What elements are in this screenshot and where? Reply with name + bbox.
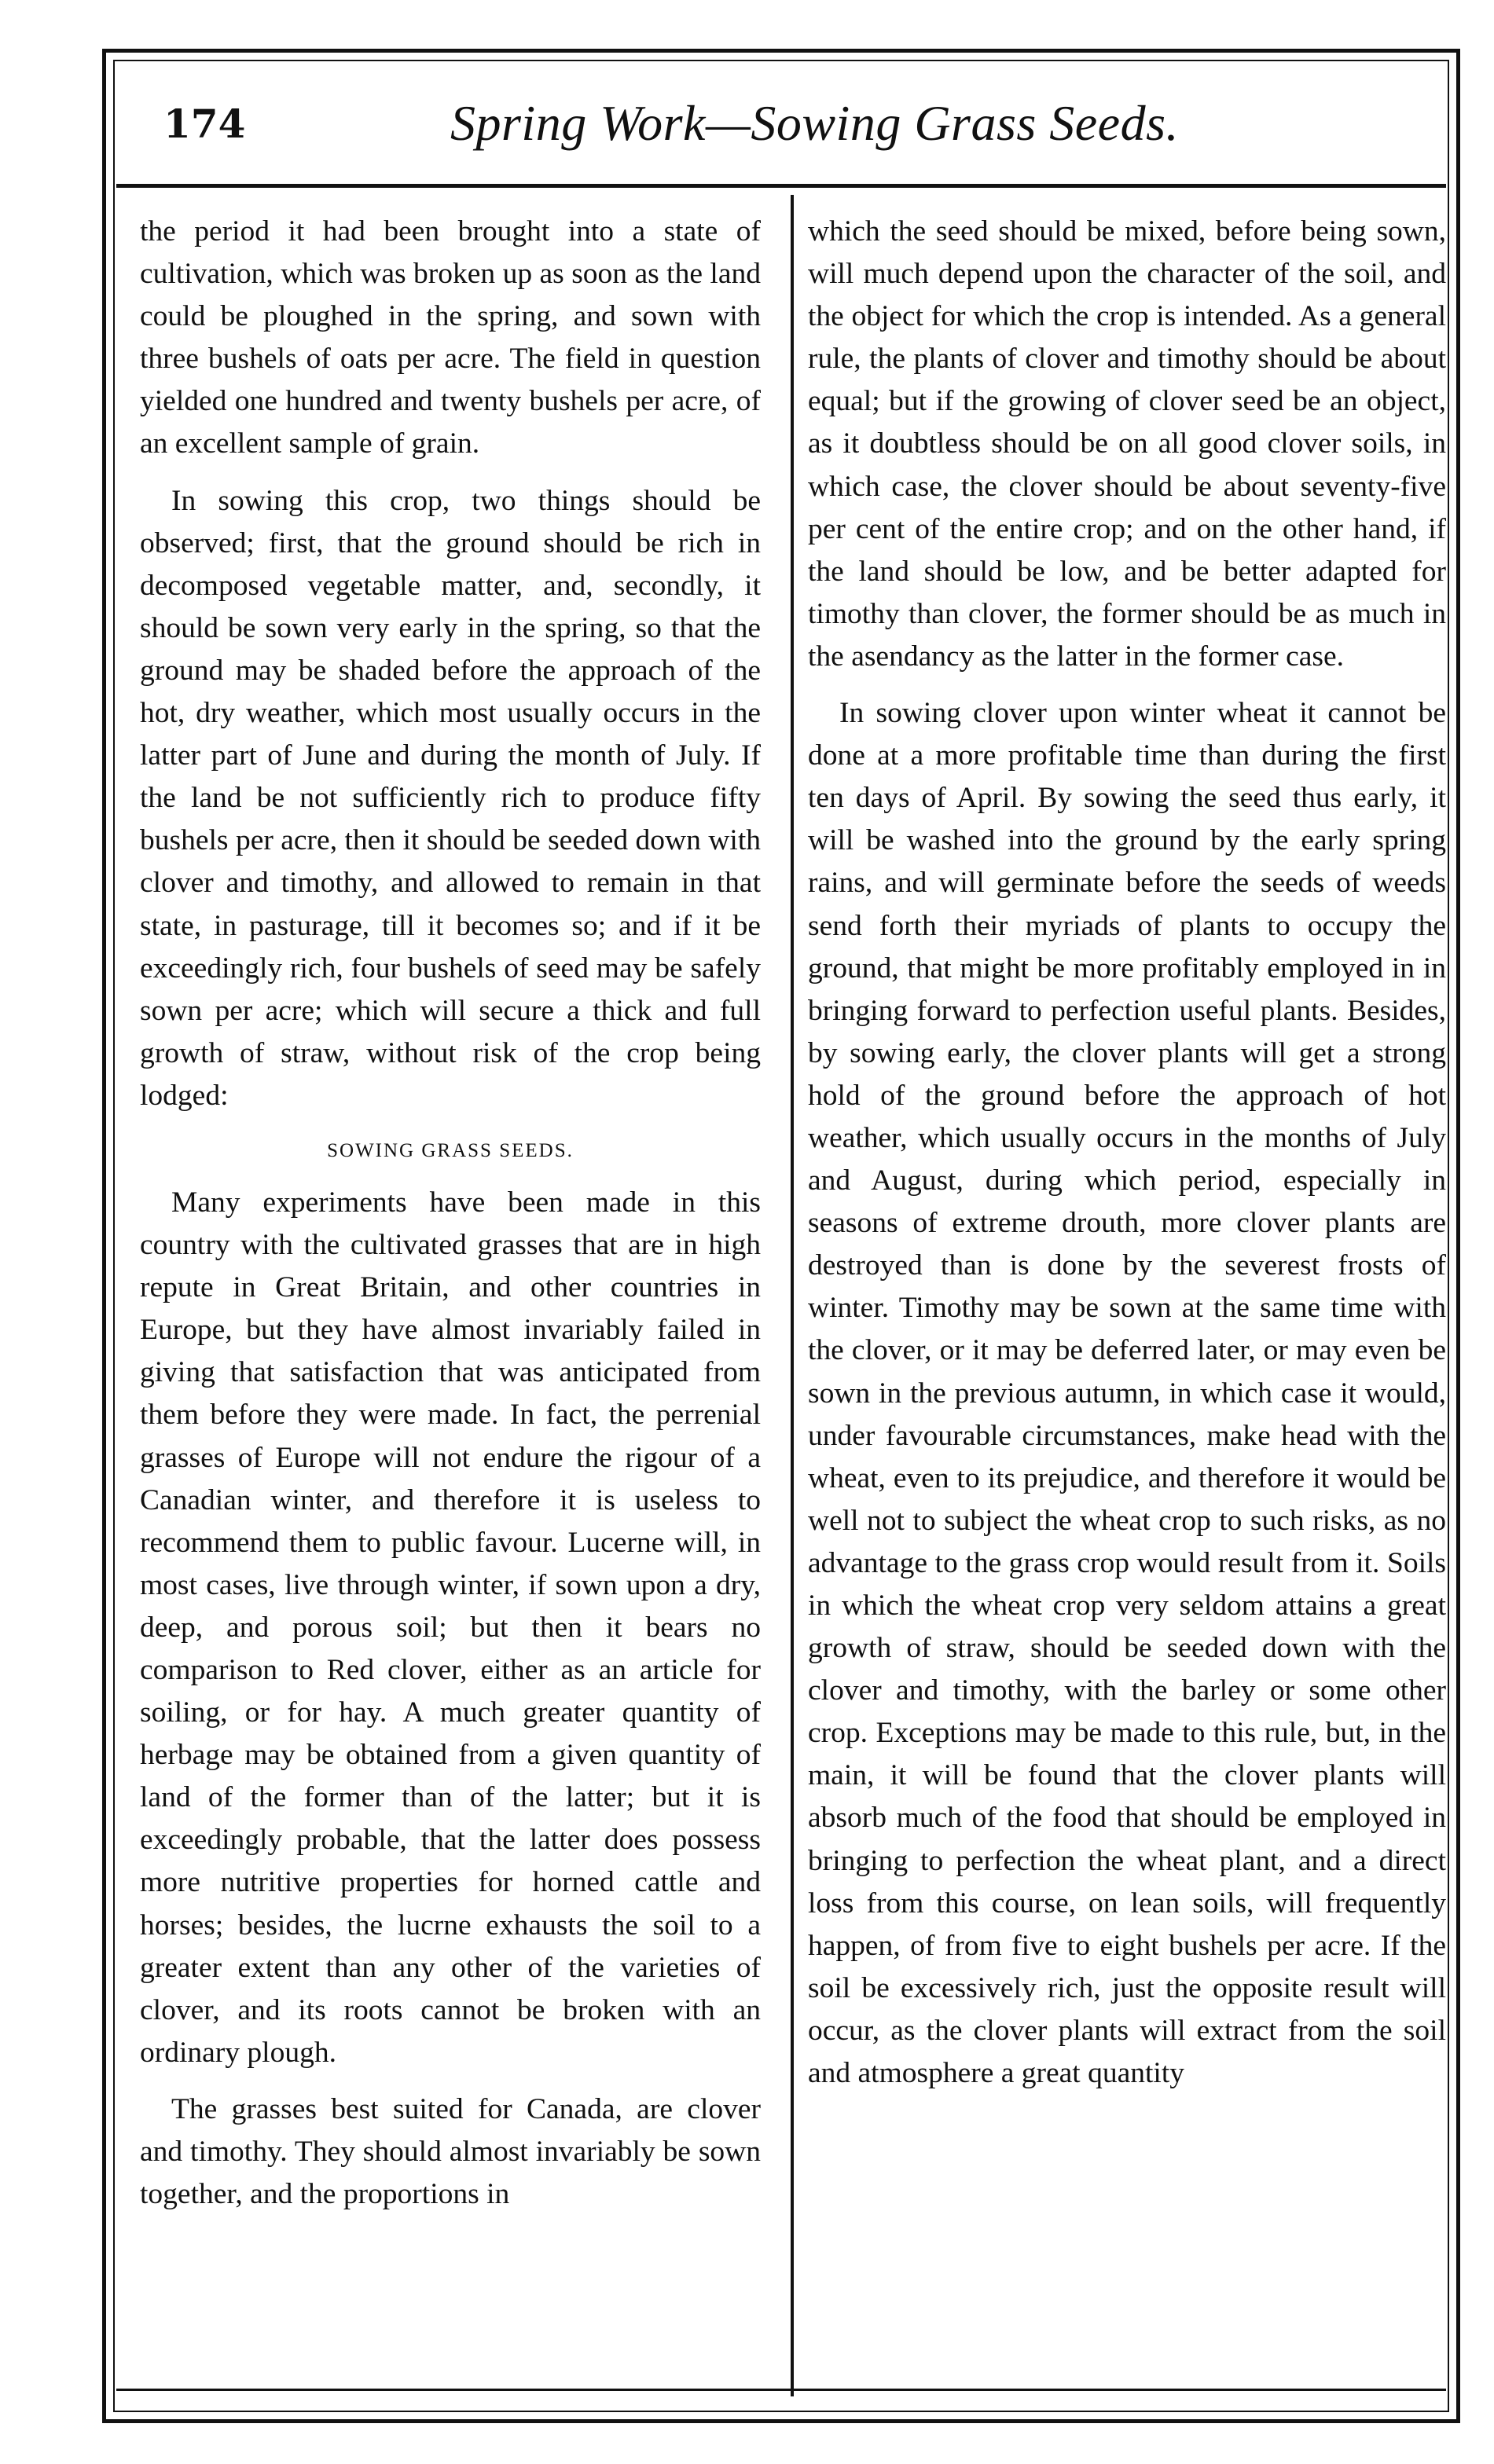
page-number: 174 <box>163 101 246 147</box>
right-paragraph-1: which the seed should be mixed, before being sown, will much depend upon the character of the soil, and the object for which the crop is intended. As a general rule, the plants of clover and timothy should be about equal; but if the growing of clover seed be an object, as it doubtless should be on all good clover soils, in which case, the clover should be about seventy-five per cent of the entire crop; and on the other hand, if the land should be low, and be better adapted for timothy than clover, the former should be as much in the asendancy as the latter in the former case. <box>808 215 1446 673</box>
left-paragraph-3: Many experiments have been made in this country with the cultivated grasses that are in high repute in Great Britain, and other countries in Europe, but they have almost invariably failed in giving that satisfaction that was anticipated from them before they were made. In fact, the perrenial grasses of Europe will not endure the rigour of a Canadian winter, and therefore it is useless to recommend them to public favour. Lucerne will, in most cases, live through winter, if sown upon a dry, deep, and porous soil; but then it bears no comparison to Red clover, either as an article for soiling, or for hay. A much greater quantity of herbage may be obtained from a given quantity of land of the former than of the latter; but it is exceedingly probable, that the latter does possess more nutritive properties for horned cattle and horses; besides, the lucrne exhausts the soil to a greater extent than any other of the varieties of clover, and its roots cannot be broken with an ordinary plough. <box>140 1186 761 2069</box>
left-paragraph-1: the period it had been brought into a state of cultivation, which was broken up as soon as the land could be ploughed in the spring, and sown with three bushels of oats per acre. The field in question yielded one hundred and twenty bushels per acre, of an excellent sample of grain. <box>140 215 761 460</box>
right-paragraph-2: In sowing clover upon winter wheat it cannot be done at a more profitable time than during the first ten days of April. By sowing the seed thus early, it will be washed into the ground by the early spring rains, and will germinate before the seeds of weeds send forth their myriads of plants to occupy the ground, that might be more profitably employed in in bringing forward to perfection useful plants. Besides, by sowing early, the clover plants will get a strong hold of the ground before the approach of hot weather, which usually occurs in the months of July and August, during which period, especially in seasons of extreme drouth, more clover plants are destroyed than is done by the severest frosts of winter. Timothy may be sown at the same time with the clover, or it may be deferred later, or may even be sown in the previous autumn, in which case it would, under favourable circumstances, make head with the wheat, even to its prejudice, and therefore it would be well not to subject the wheat crop to such risks, as no advantage to the grass crop would result from it. Soils in which the wheat crop very seldom attains a great growth of straw, should be seeded down with the clover and timothy, with the barley or some other crop. Exceptions may be made to this rule, but, in the main, it will be found that the clover plants will absorb much of the food that should be employed in bringing to perfection the wheat plant, and a direct loss from this course, on lean soils, will frequently happen, of from five to eight bushels per acre. If the soil be excessively rich, just the opposite result will occur, as the clover plants will extract from the soil and atmosphere a great quantity <box>808 697 1446 2090</box>
page-header <box>140 93 1413 163</box>
running-title: Spring Work—Sowing Grass Seeds. <box>450 95 1179 151</box>
section-heading: SOWING GRASS SEEDS. <box>327 1139 574 1161</box>
header-rule <box>116 184 1446 188</box>
left-paragraph-2: In sowing this crop, two things should be observed; first, that the ground should be rich in decomposed vegetable matter, and, secondly, it should be sown very early in the spring, so that the ground may be shaded before the approach of the hot, dry weather, which most usually occurs in the latter part of June and during the month of July. If the land be not sufficiently rich to produce fifty bushels per acre, then it should be seeded down with clover and timothy, and allowed to remain in that state, in pasturage, till it becomes so; and if it be exceedingly rich, four bushels of seed may be safely sown per acre; which will secure a thick and full growth of straw, without risk of the crop being lodged: <box>140 484 761 1112</box>
footer-rule <box>116 2389 1446 2391</box>
column-divider <box>791 195 794 2396</box>
left-paragraph-4: The grasses best suited for Canada, are clover and timothy. They should almost invariably be sown together, and the proportions in <box>140 2092 761 2211</box>
right-column <box>808 211 1446 2095</box>
left-column <box>140 211 761 2216</box>
